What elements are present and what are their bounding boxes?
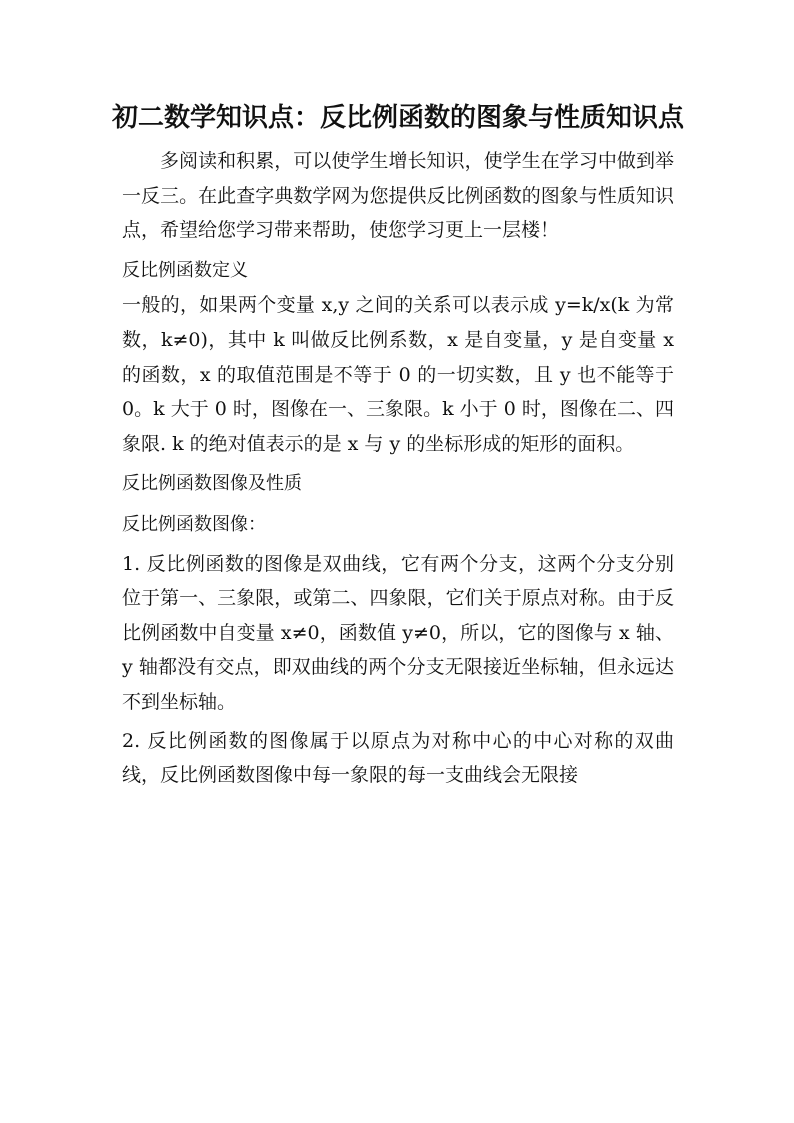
section-heading-graph-properties: 反比例函数图像及性质 xyxy=(122,473,302,495)
list-item-1: 1. 反比例函数的图像是双曲线，它有两个分支，这两个分支分别位于第一、三象限，或第二、四象限，它们关于原点对称。由于反比例函数中自变量 x≠0，函数值 y≠0，所以，它的图像与 x 轴、y 轴都没有交点，即双曲线的两个分支无限接近坐标轴，但永远达不到坐标轴。 xyxy=(122,552,674,713)
intro-paragraph: 多阅读和积累，可以使学生增长知识，使学生在学习中做到举一反三。在此查字典数学网为您提供反比例函数的图象与性质知识点，希望给您学习带来帮助，使您学习更上一层楼！ xyxy=(122,150,674,242)
list-item-2: 2. 反比例函数的图像属于以原点为对称中心的中心对称的双曲线，反比例函数图像中每一象限的每一支曲线会无限接 xyxy=(122,729,674,787)
subheading-graph: 反比例函数图像： xyxy=(122,513,266,535)
document-page xyxy=(111,96,684,793)
document-title: 初二数学知识点：反比例函数的图象与性质知识点 xyxy=(111,103,684,133)
section-heading-definition: 反比例函数定义 xyxy=(122,259,248,281)
definition-paragraph: 一般的，如果两个变量 x,y 之间的关系可以表示成 y=k/x(k 为常数，k≠0)，其中 k 叫做反比例系数，x 是自变量，y 是自变量 x 的函数，x 的取值范围是不等于 0 的一切实数，且 y 也不能等于 0。k 大于 0 时，图像在一、三象限。k 小于 0 时，图像在二、四象限. k 的绝对值表示的是 x 与 y 的坐标形成的矩形的面积。 xyxy=(122,294,674,455)
